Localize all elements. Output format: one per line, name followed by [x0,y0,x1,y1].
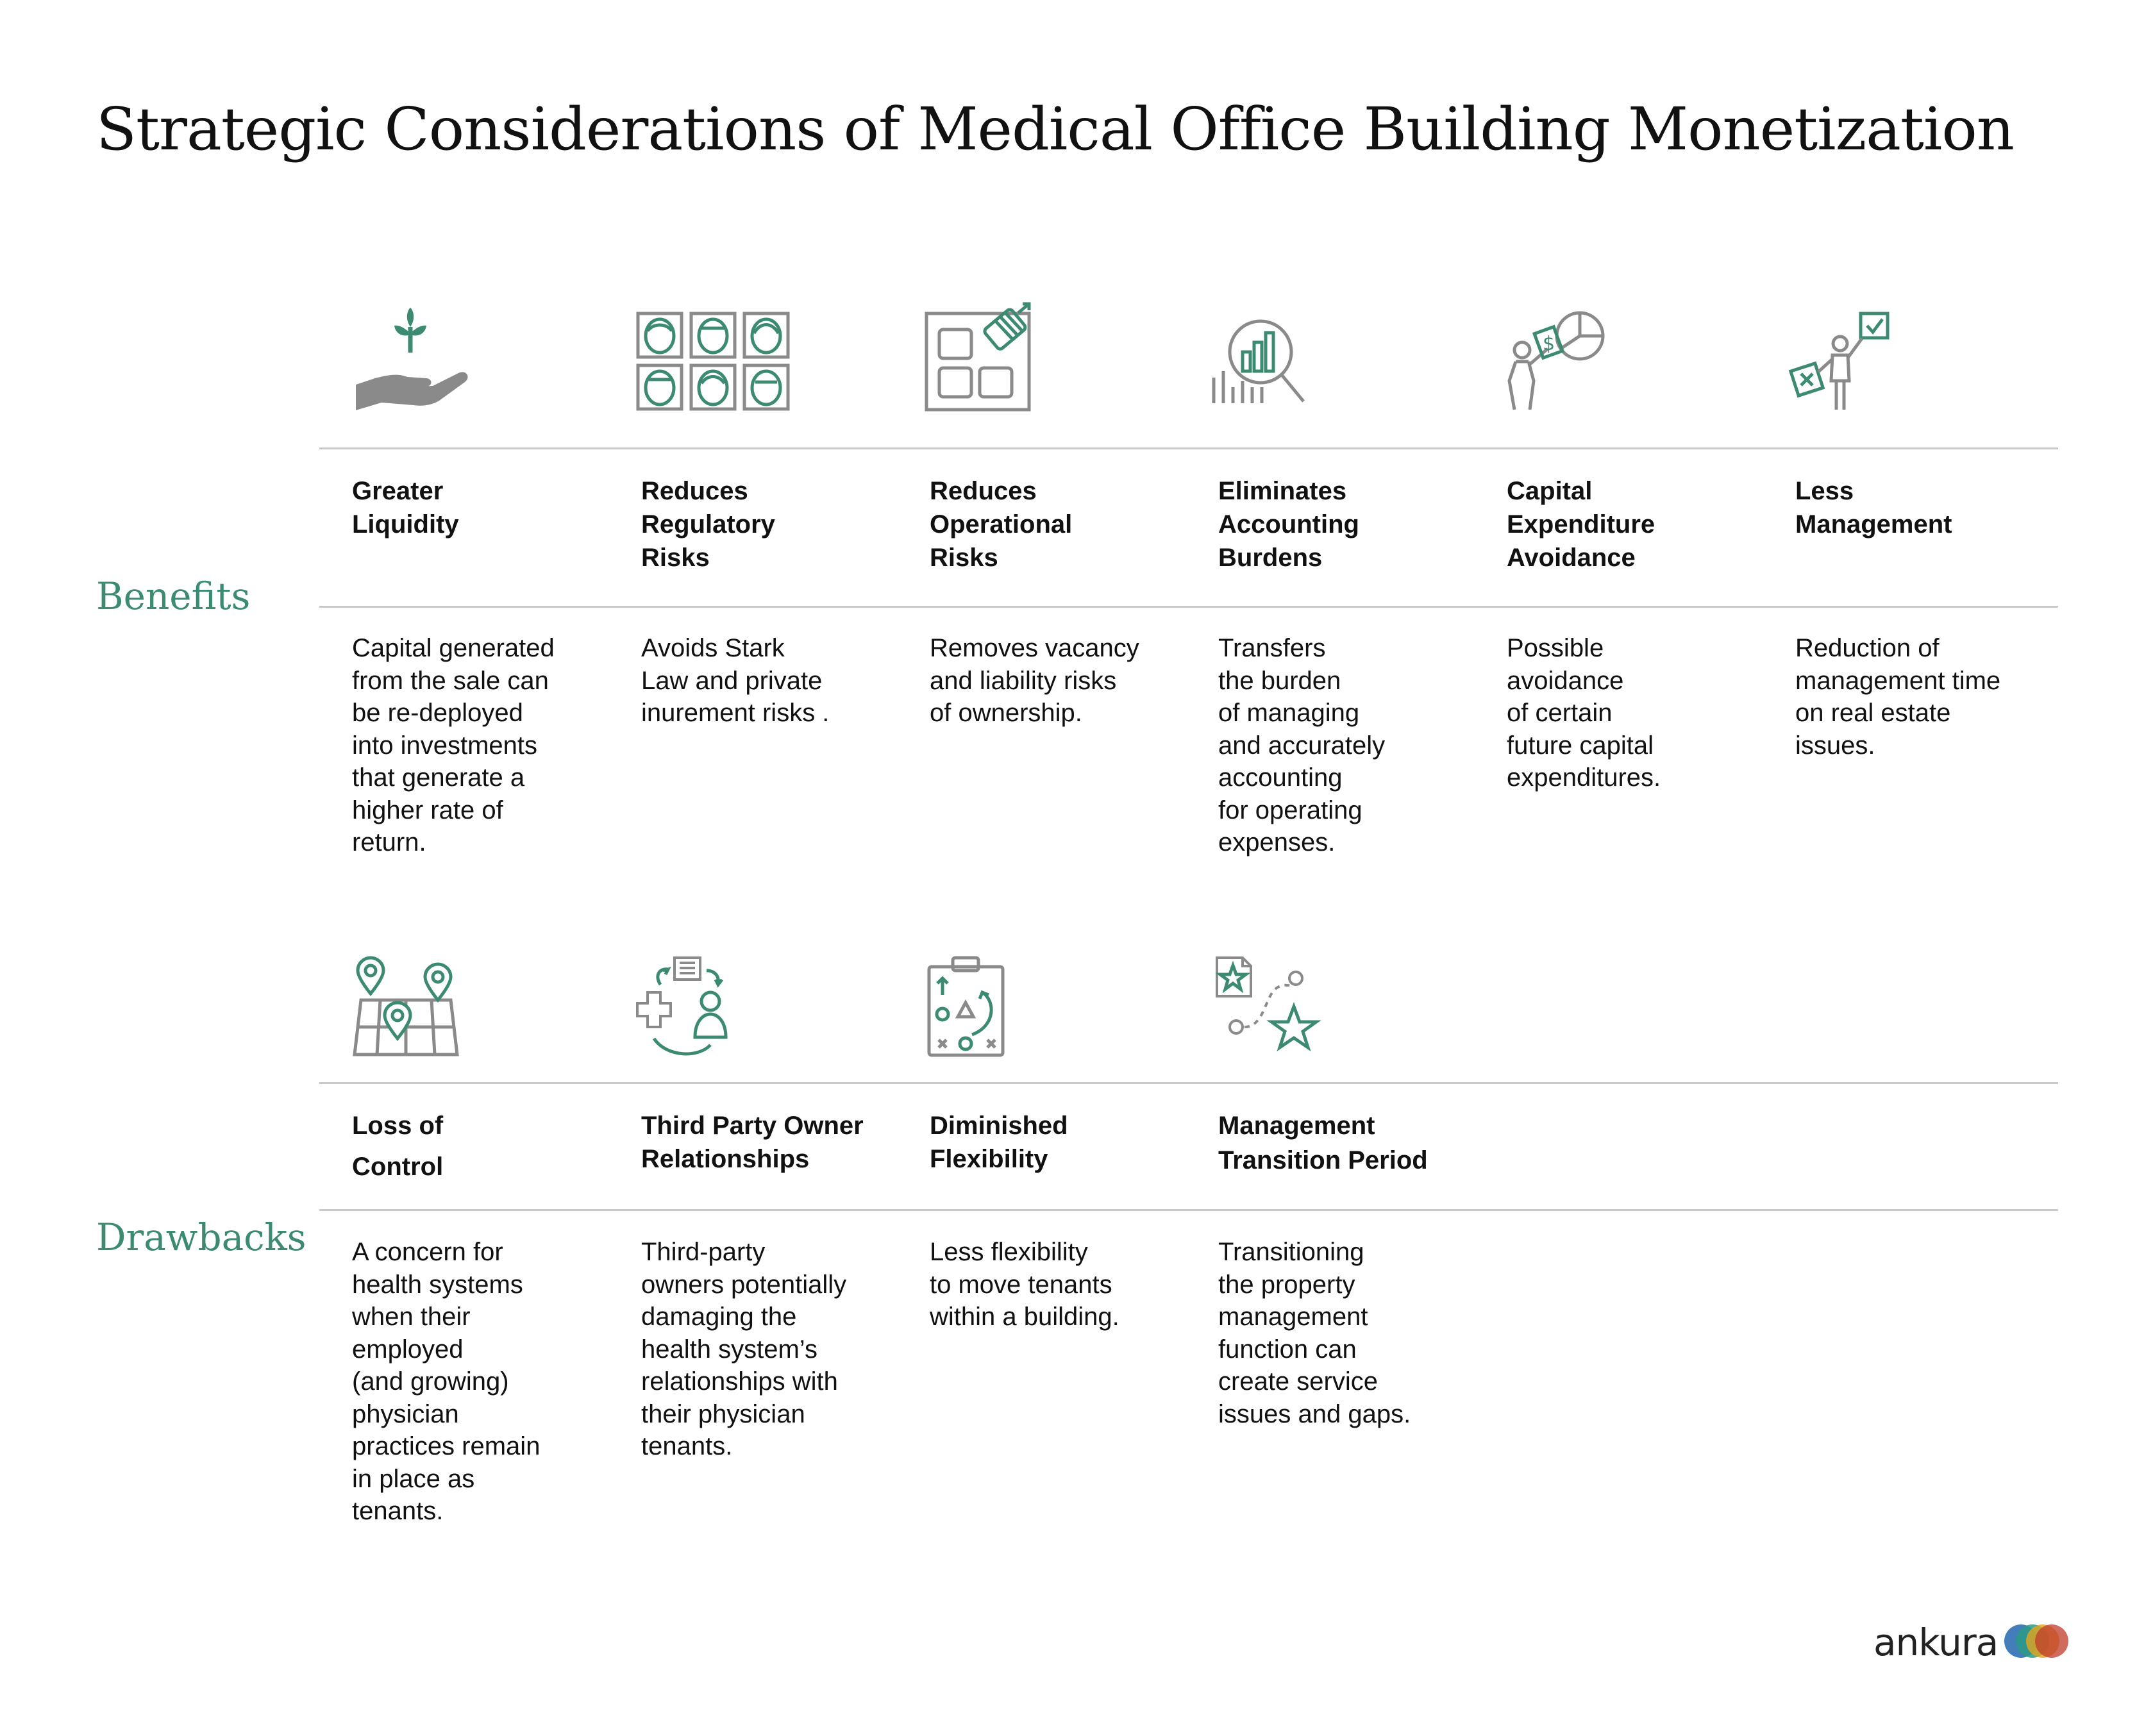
chart-magnifier-icon [1211,317,1307,406]
drawback-description-1: A concern for health systems when their employed (and growing) physician practices remain in place as tenants. [352,1238,541,1525]
person-choice-icon [1790,310,1893,413]
benefit-description-3: Removes vacancy and liability risks of ownership. [930,634,1139,727]
drawback-heading-1: Loss of Control [352,1112,444,1181]
logo-text: ankura [1873,1621,1999,1664]
benefits-label: Benefits [96,574,251,618]
svg-text:$: $ [1543,333,1555,355]
drawback-heading-2: Third Party Owner Relationships [641,1112,864,1173]
benefit-heading-1: Greater Liquidity [352,477,459,538]
building-blocks-icon [923,304,1039,413]
drawback-description-2: Third-party owners potentially damaging the health system’s relationships with their physician tenants. [641,1238,847,1460]
drawbacks-label: Drawbacks [96,1215,306,1259]
people-grid-icon [635,310,795,413]
benefits-mid-divider [319,606,2058,608]
benefit-description-6: Reduction of management time on real estate issues. [1795,634,2001,760]
benefit-description-1: Capital generated from the sale can be re-deployed into investments that generate a higher rate of return. [352,634,555,856]
benefit-heading-2: Reduces Regulatory Risks [641,477,775,572]
person-pie-chart-icon [1503,310,1605,413]
logo-circles-icon [2004,1624,2059,1660]
ankura-logo [1873,1617,2059,1668]
map-pins-icon [351,955,460,1058]
medical-relationship-icon [635,955,737,1058]
benefit-description-2: Avoids Stark Law and private inurement risks . [641,634,830,727]
benefit-description-5: Possible avoidance of certain future capital expenditures. [1507,634,1661,792]
benefit-description-4: Transfers the burden of managing and accurately accounting for operating expenses. [1218,634,1386,856]
clipboard-strategy-icon [926,955,1009,1058]
benefit-heading-3: Reduces Operational Risks [930,477,1073,572]
transition-path-icon [1214,955,1329,1058]
benefit-heading-5: Capital Expenditure Avoidance [1507,477,1655,572]
benefits-top-divider [319,447,2058,449]
drawbacks-top-divider [319,1082,2058,1084]
drawback-heading-4: Management Transition Period [1218,1112,1428,1174]
drawbacks-mid-divider [319,1209,2058,1211]
drawback-heading-3: Diminished Flexibility [930,1112,1068,1173]
drawback-description-3: Less flexibility to move tenants within a building. [930,1238,1119,1331]
benefit-heading-4: Eliminates Accounting Burdens [1218,477,1359,572]
page-title: Strategic Considerations of Medical Office Building Monetization [96,95,2014,163]
benefit-heading-6: Less Management [1795,477,1952,538]
hand-sprout-icon [349,301,478,417]
drawback-description-4: Transitioning the property management function can create service issues and gaps. [1218,1238,1411,1428]
